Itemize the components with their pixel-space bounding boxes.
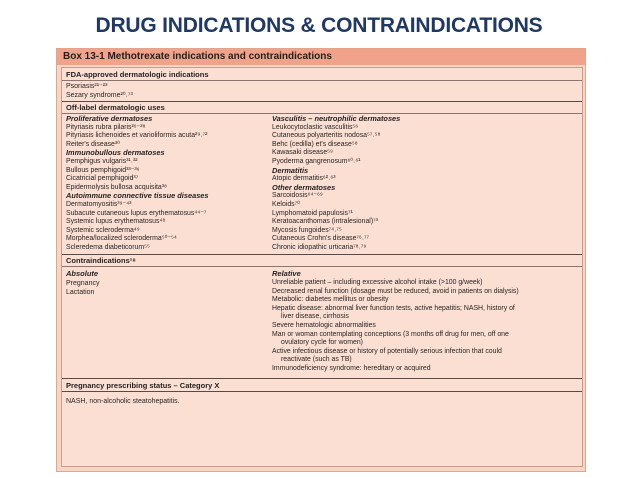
offlabel-right-item: Pyoderma gangrenosum⁶⁰˒⁶¹ xyxy=(272,157,361,165)
relative-item: Decreased renal function (dosage must be reduced, avoid in patients on dialysis) xyxy=(272,287,519,295)
relative-item: Severe hematologic abnormalities xyxy=(272,321,376,329)
relative-list xyxy=(272,279,578,374)
fda-item-psoriasis: Psoriasis²¹⁻²³ xyxy=(66,83,108,90)
offlabel-left-item: Epidermolysis bullosa acquisita³⁸ xyxy=(66,183,167,191)
divider xyxy=(62,391,582,392)
relative-title: Relative xyxy=(272,269,301,278)
offlabel-left-item: Dermatomyositis³⁹⁻⁴³ xyxy=(66,200,132,208)
offlabel-right-heading: Other dermatoses xyxy=(272,182,336,192)
offlabel-left-item: Pityriasis lichenoides et varioliformis acuta²⁹˒⁷² xyxy=(66,132,208,140)
divider xyxy=(62,266,582,267)
absolute-item-lactation: Lactation xyxy=(66,289,95,296)
fda-item-sezary: Sezary syndrome²⁰˒⁷³ xyxy=(66,92,133,99)
offlabel-left-item: Bullous pemphigoid³³⁻³⁶ xyxy=(66,166,140,174)
offlabel-right-item: Leukocytoclastic vasculitis⁵⁶ xyxy=(272,123,359,131)
contraindications-title: Contraindications¹⁸ xyxy=(66,256,136,265)
divider xyxy=(62,101,582,102)
offlabel-right-item: Mycosis fungoides⁷⁴˒⁷⁵ xyxy=(272,226,342,234)
relative-item: Immunodeficiency syndrome: hereditary or acquired xyxy=(272,364,431,372)
offlabel-right-heading: Dermatitis xyxy=(272,165,309,175)
box-header xyxy=(57,49,585,65)
relative-item: ovulatory cycle for women) xyxy=(281,339,363,347)
absolute-item-pregnancy: Pregnancy xyxy=(66,280,100,287)
offlabel-section-title: Off-label dermatologic uses xyxy=(66,103,165,112)
offlabel-right-item: Sarcoidosis⁶⁴⁻⁶⁹ xyxy=(272,192,323,200)
offlabel-left-item: Systemic lupus erythematosus⁴⁸ xyxy=(66,218,166,226)
offlabel-right-item: Chronic idiopathic urticaria⁷⁸˒⁷⁹ xyxy=(272,243,367,251)
relative-item: Active infectious disease or history of potentially serious infection that could xyxy=(272,347,502,355)
offlabel-left-item: Systemic scleroderma⁴⁹ xyxy=(66,226,140,234)
offlabel-right-item: Keratoacanthomas (intralesional)⁷³ xyxy=(272,218,378,226)
offlabel-right-item: Cutaneous Crohn's disease⁷⁶˒⁷⁷ xyxy=(272,235,370,243)
offlabel-left-item: Morphea/localized scleroderma⁵⁰⁻⁵⁴ xyxy=(66,235,177,243)
offlabel-right-item: Kawasaki disease⁵⁹ xyxy=(272,149,333,157)
offlabel-left-item: Cicatricial pemphigoid³⁷ xyxy=(66,175,139,183)
offlabel-left-heading: Proliferative dermatoses xyxy=(66,114,153,123)
footnote: NASH, non-alcoholic steatohepatitis. xyxy=(66,398,180,405)
relative-item: Man or woman contemplating conceptions (3 months off drug for men, off one xyxy=(272,330,509,338)
offlabel-right-column xyxy=(272,115,572,253)
relative-item: Unreliable patient – including excessive alcohol intake (>100 g/week) xyxy=(272,279,483,286)
offlabel-left-item: Scleredema diabeticorum⁵⁵ xyxy=(66,243,150,251)
slide-title: DRUG INDICATIONS & CONTRAINDICATIONS xyxy=(95,14,543,37)
divider xyxy=(62,80,582,81)
divider xyxy=(62,378,582,379)
offlabel-left-item: Reiter's disease³⁰ xyxy=(66,140,120,148)
box-heading: Box 13-1 Methotrexate indications and contraindications xyxy=(63,51,332,62)
absolute-title: Absolute xyxy=(66,269,99,278)
relative-item: Hepatic disease: abnormal liver function tests, active hepatitis; NASH, history of xyxy=(272,304,515,312)
relative-item: Metabolic: diabetes mellitus or obesity xyxy=(272,296,389,304)
pregnancy-status: Pregnancy prescribing status – Category X xyxy=(66,381,220,390)
offlabel-right-heading: Vasculitis – neutrophilic dermatoses xyxy=(272,114,401,123)
divider xyxy=(62,254,582,255)
fda-section-title: FDA-approved dermatologic indications xyxy=(66,70,209,79)
offlabel-left-heading: Autoimmune connective tissue diseases xyxy=(66,191,209,201)
offlabel-left-item: Subacute cutaneous lupus erythematosus⁴⁴⁻⁷ xyxy=(66,209,207,217)
offlabel-right-item: Atopic dermatitis⁶²˒⁶³ xyxy=(272,175,336,183)
relative-item: reactivate (such as TB) xyxy=(281,356,352,364)
offlabel-left-column xyxy=(66,115,266,253)
relative-item: liver disease, cirrhosis xyxy=(281,313,349,321)
methotrexate-box xyxy=(56,48,586,472)
offlabel-left-item: Pityriasis rubra pilaris²⁶⁻²⁸ xyxy=(66,123,146,131)
box-content xyxy=(61,67,583,467)
offlabel-left-item: Pemphigus vulgaris³¹˒³² xyxy=(66,157,138,165)
offlabel-right-item: Lymphomatoid papulosis⁷¹ xyxy=(272,209,353,217)
offlabel-right-item: Cutaneous polyarteritis nodosa⁵⁷˒⁵⁸ xyxy=(272,132,381,140)
offlabel-right-item: Behc (cedilla) et's disease⁵⁸ xyxy=(272,140,358,148)
offlabel-right-item: Keloids⁷⁰ xyxy=(272,200,300,208)
offlabel-left-heading: Immunobullous dermatoses xyxy=(66,148,165,158)
